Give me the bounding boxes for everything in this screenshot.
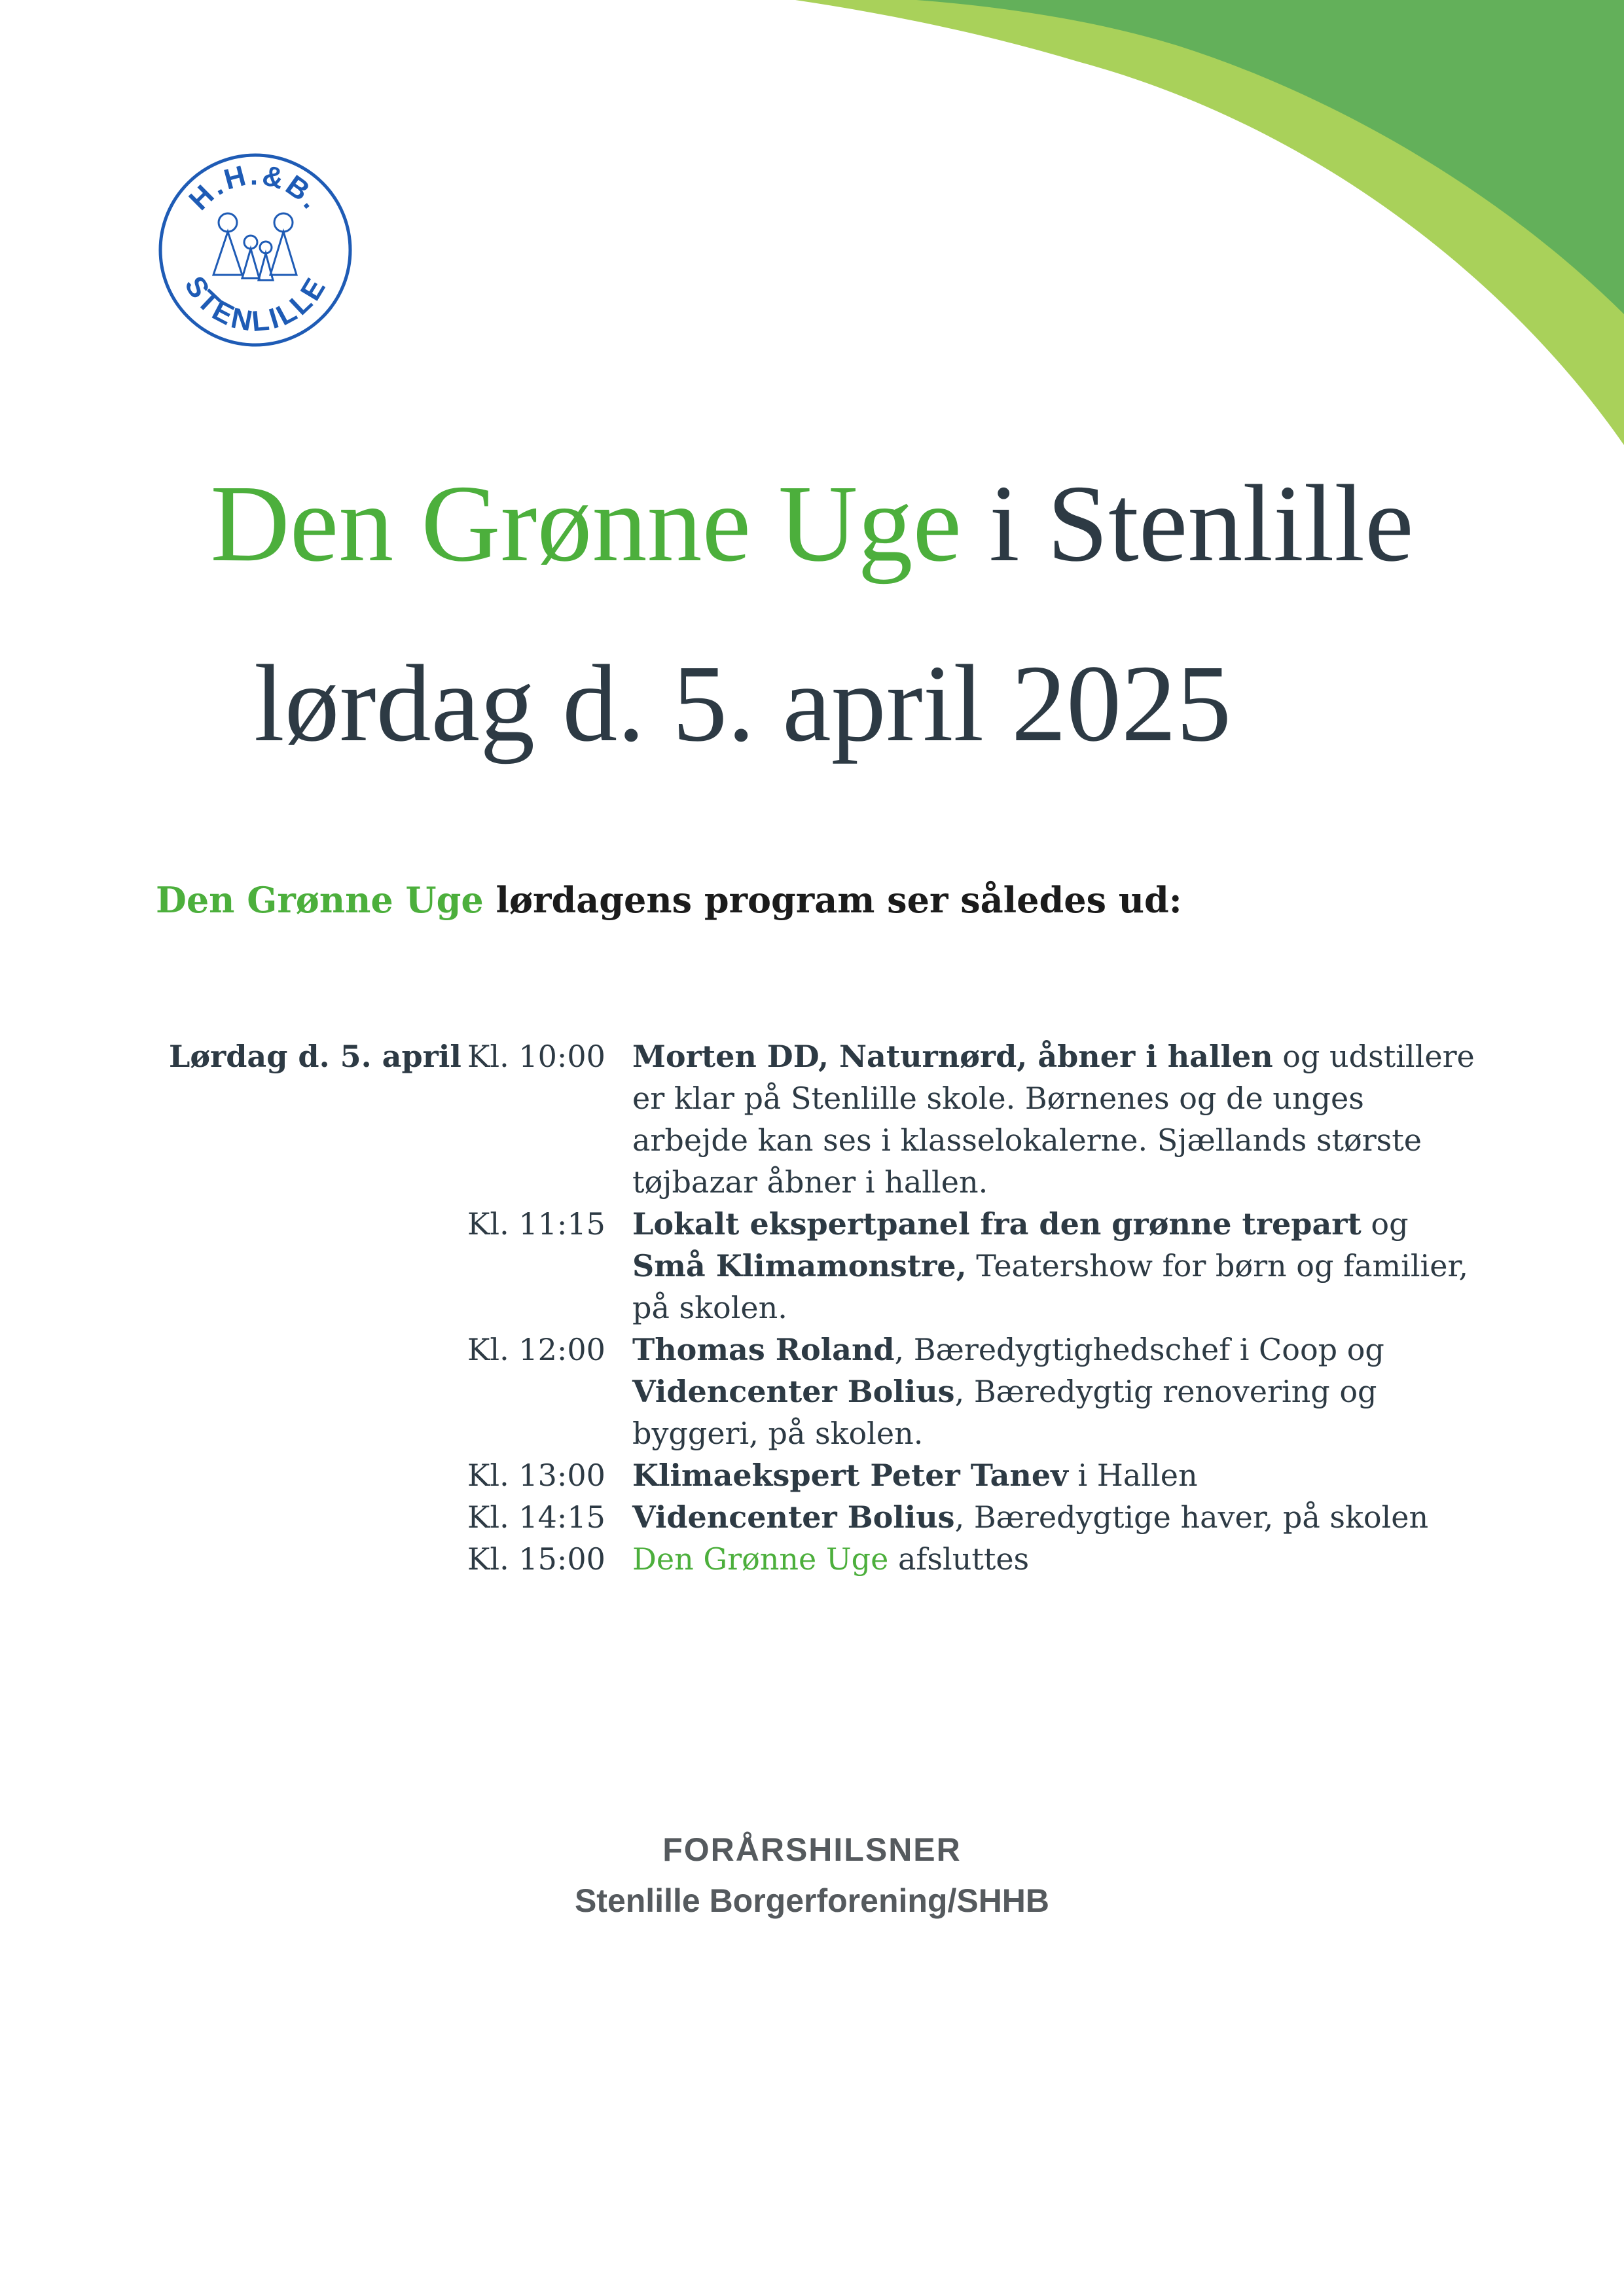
event-highlight: Videncenter Bolius [632,1499,955,1535]
schedule-time: Kl. 13:00 [467,1458,605,1493]
schedule-day-label: Lørdag d. 5. april [169,1039,461,1074]
event-text: i Hallen [1068,1458,1198,1493]
event-text: Teatershow for børn og familier, på skolen. [632,1248,1469,1325]
schedule-row [169,1454,1478,1496]
schedule-time: Kl. 14:15 [467,1499,605,1535]
greeting-signature: Stenlille Borgerforening/SHHB [574,1882,1050,1919]
event-highlight: Thomas Roland [632,1332,895,1367]
event-highlight: Små Klimamonstre, [632,1248,967,1283]
schedule-description [632,1203,1477,1329]
page-title-date: lørdag d. 5. april 2025 [254,643,1232,764]
title-rest: i Stenlille [962,463,1414,584]
schedule-description [632,1538,1477,1580]
event-text: , Bæredygtige haver, på skolen [954,1499,1429,1535]
event-highlight: Morten DD, Naturnørd, åbner i hallen [632,1039,1273,1074]
logo-text-top: H.H.&B. [183,159,329,217]
schedule-description [632,1454,1477,1496]
event-highlight: Lokalt ekspertpanel fra den grønne trepart [632,1206,1362,1242]
event-text: , Bæredygtighedschef i Coop og [894,1332,1384,1367]
event-text: afsluttes [888,1541,1030,1577]
schedule-description [632,1035,1477,1203]
schedule-row [169,1329,1478,1454]
event-text: og [1361,1206,1409,1242]
intro-rest: lørdagens program ser således ud: [483,879,1182,921]
logo-text-bottom: STENLILLE [178,270,333,338]
schedule-time: Kl. 12:00 [467,1332,605,1367]
closing-greeting [0,1826,1624,1924]
title-accent: Den Grønne Uge [210,463,962,584]
event-green-highlight: Den Grønne Uge [632,1541,889,1577]
schedule-time: Kl. 10:00 [467,1039,605,1074]
schedule-time: Kl. 15:00 [467,1541,605,1577]
schedule-description [632,1329,1477,1454]
schedule-row [169,1496,1478,1538]
schedule-table [169,1035,1478,1580]
event-highlight: Klimaekspert Peter Tanev [632,1458,1068,1493]
schedule-row [169,1203,1478,1329]
event-text: og udstillere er klar på Stenlille skole. Børnenes og de unges arbejde kan ses i klasselokalerne. Sjællands største tøjbazar åbner i hallen. [632,1039,1475,1200]
program-intro [156,874,1182,926]
schedule-time: Kl. 11:15 [467,1206,605,1242]
schedule-description [632,1496,1477,1538]
page-title-line1 [0,458,1624,589]
schedule-row [169,1035,1478,1203]
hhb-stenlille-logo [156,151,355,350]
event-text: , Bæredygtig renovering og byggeri, på skolen. [632,1374,1377,1451]
intro-accent: Den Grønne Uge [156,879,484,921]
event-highlight: Videncenter Bolius [632,1374,955,1409]
greeting-line1: FORÅRSHILSNER [662,1831,962,1868]
schedule-row [169,1538,1478,1580]
